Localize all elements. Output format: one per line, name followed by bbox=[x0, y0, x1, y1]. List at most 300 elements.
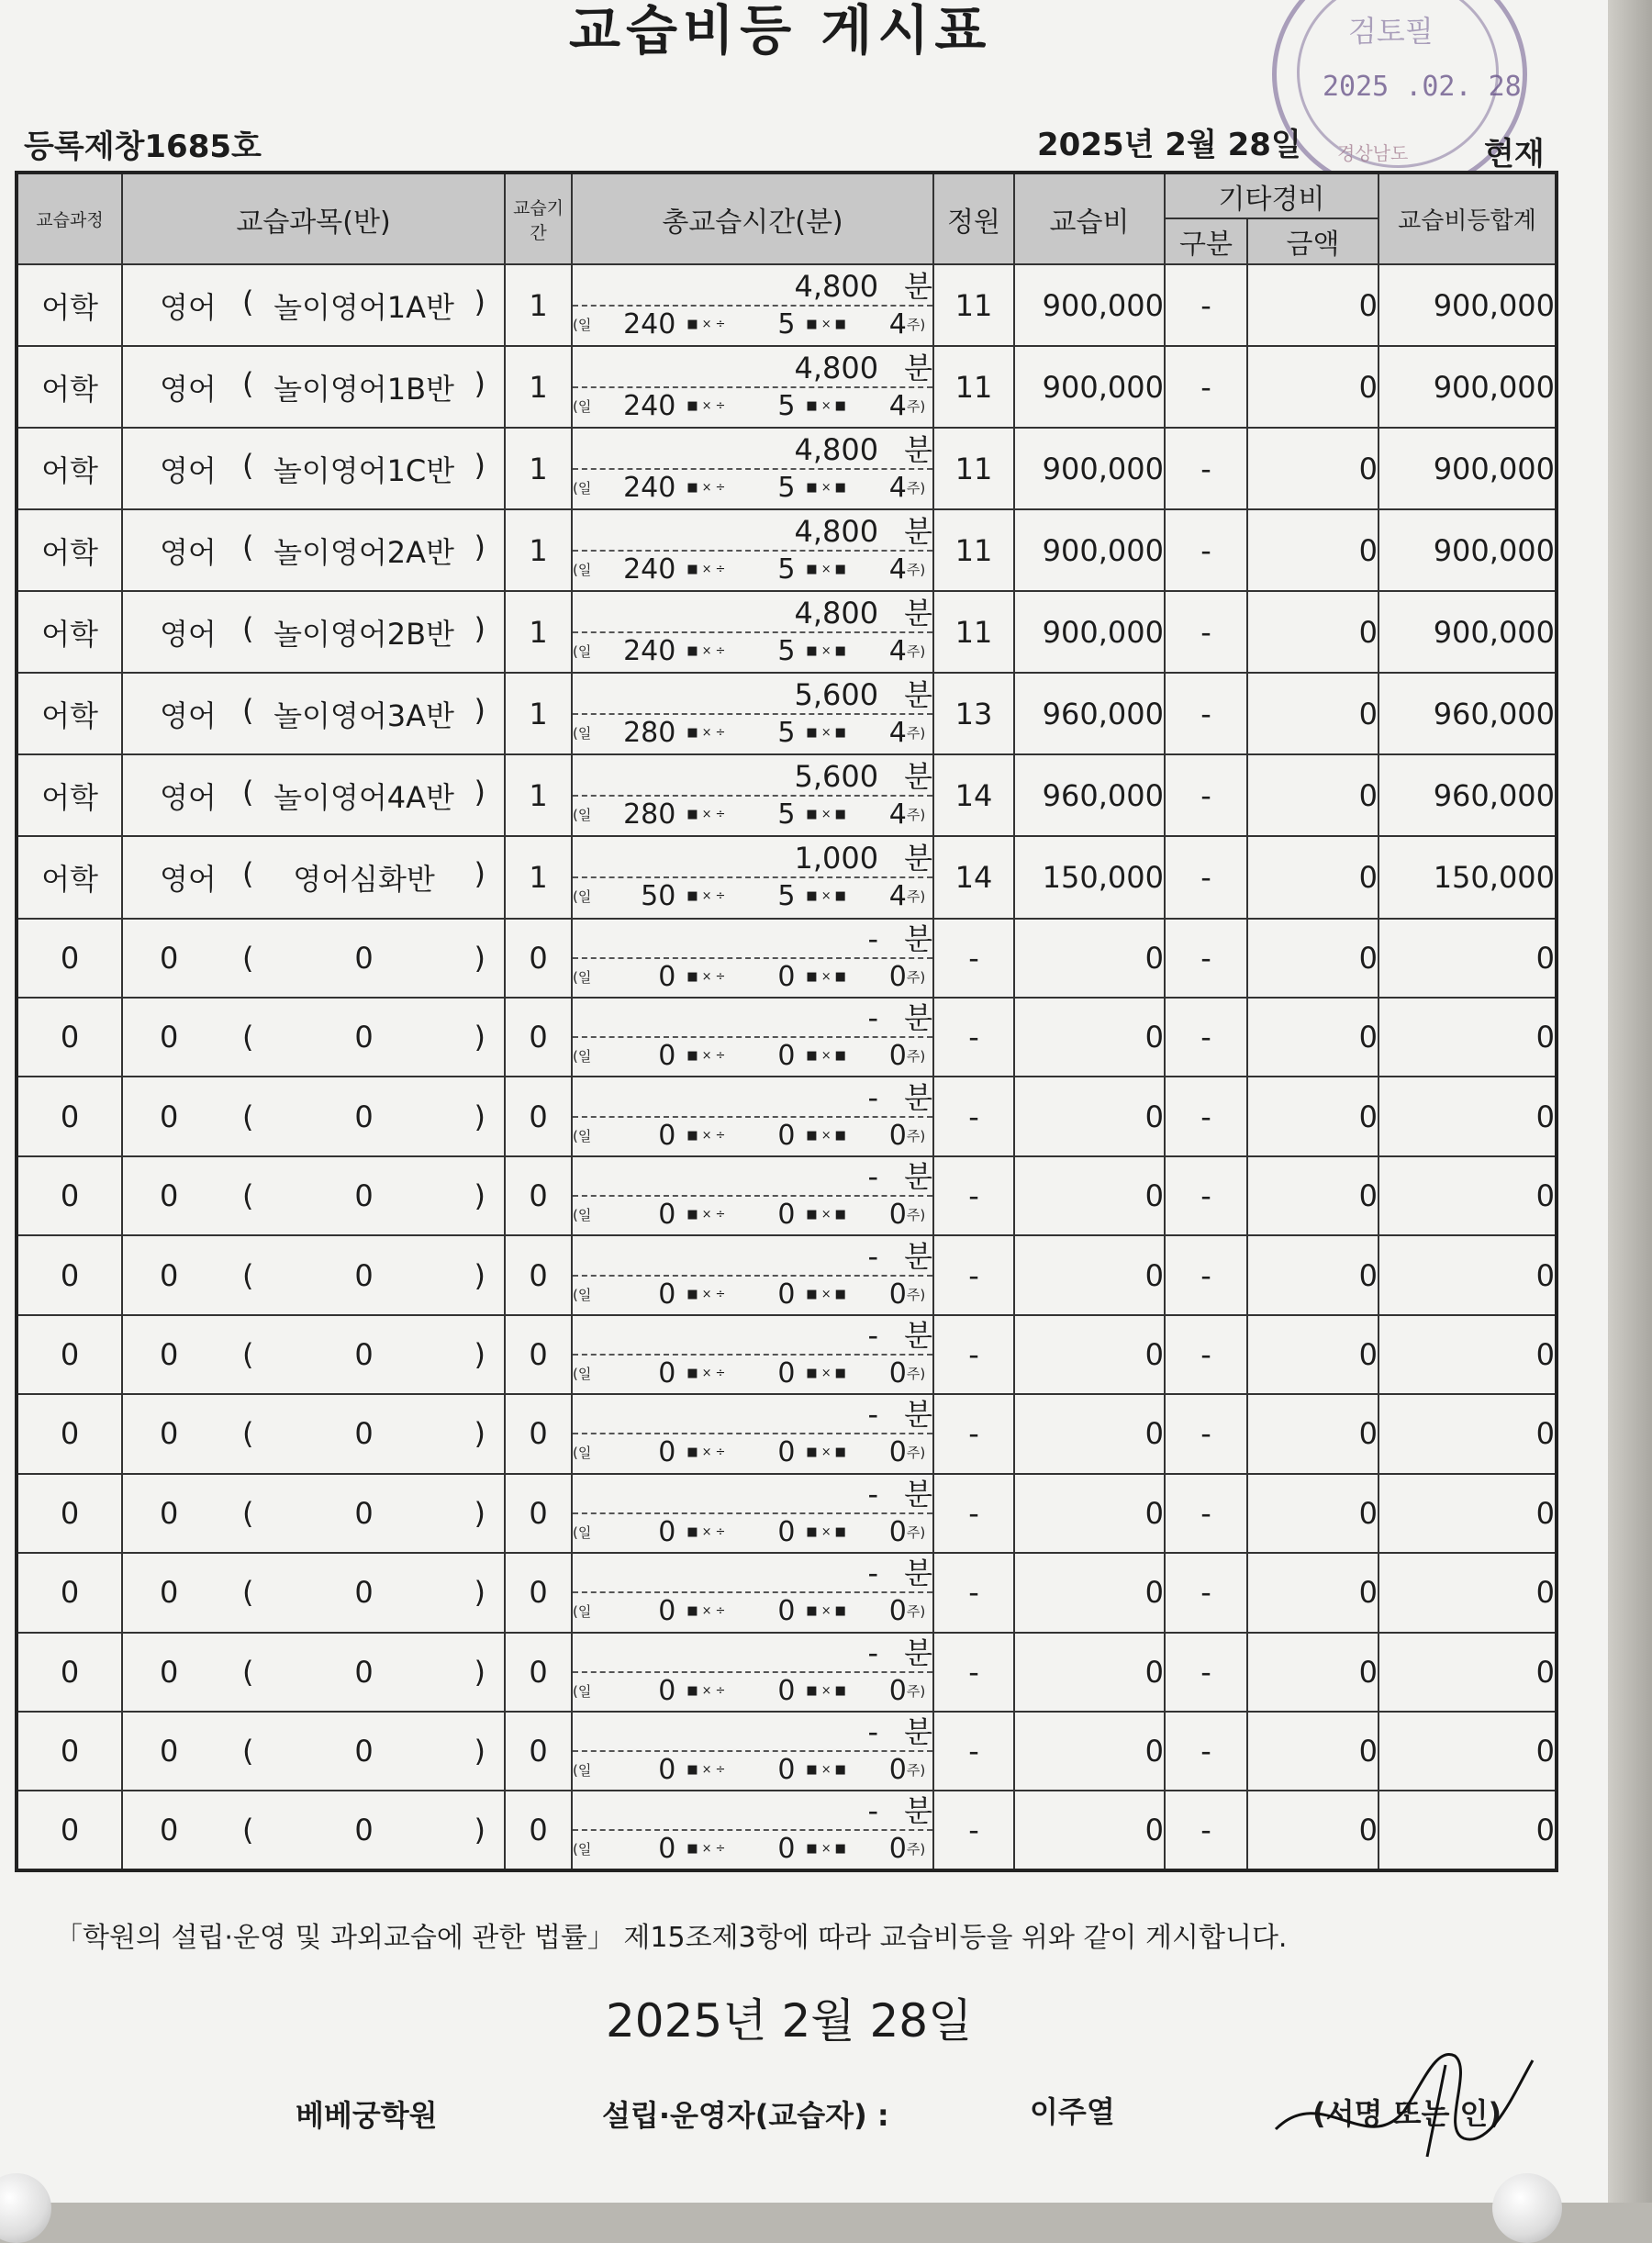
total-time-cell bbox=[572, 1077, 933, 1155]
class-name: 0 bbox=[354, 1654, 374, 1690]
weeks-count: 0 bbox=[888, 1278, 907, 1311]
capacity-cell: 14 bbox=[933, 754, 1014, 836]
week-mark: 주) bbox=[906, 397, 926, 415]
document-title: 교습비등 게시표 bbox=[569, 0, 992, 61]
separator-dots: ■×■ bbox=[806, 1763, 850, 1778]
minutes-unit: 분 bbox=[904, 1079, 932, 1115]
course-cell: 0 bbox=[17, 1077, 122, 1155]
week-mark: 주) bbox=[906, 316, 926, 333]
other-type-cell: - bbox=[1165, 1553, 1247, 1632]
other-amount-cell: 0 bbox=[1247, 264, 1379, 346]
table-row bbox=[17, 591, 1557, 673]
class-name: 0 bbox=[354, 1813, 374, 1848]
separator-dots: ■×■ bbox=[806, 480, 850, 495]
days-count: 0 bbox=[777, 1119, 796, 1152]
weeks-count: 4 bbox=[888, 389, 907, 422]
table-row bbox=[17, 998, 1557, 1077]
separator-dots: ■×■ bbox=[806, 1842, 850, 1857]
other-amount-cell: 0 bbox=[1247, 1315, 1379, 1394]
total-cell: 900,000 bbox=[1379, 591, 1557, 673]
subject-text: 0 bbox=[160, 940, 179, 976]
week-mark: 주) bbox=[906, 968, 926, 986]
fee-cell: 900,000 bbox=[1014, 346, 1165, 428]
days-count: 5 bbox=[777, 634, 796, 667]
separator-dots: ■×■ bbox=[806, 1287, 850, 1301]
total-minutes-line bbox=[573, 1317, 932, 1356]
total-minutes-line bbox=[573, 1079, 932, 1118]
days-count: 0 bbox=[777, 1278, 796, 1311]
course-cell: 어학 bbox=[17, 428, 122, 509]
minutes-unit: 분 bbox=[904, 1317, 932, 1353]
weeks-count: 0 bbox=[888, 1754, 907, 1787]
class-name-close-paren: ) bbox=[474, 1734, 486, 1769]
total-cell: 0 bbox=[1379, 1315, 1557, 1394]
class-name: 0 bbox=[354, 940, 374, 976]
class-name-close-paren: ) bbox=[474, 940, 486, 976]
separator-dots: ■×■ bbox=[806, 317, 850, 331]
period-cell: 0 bbox=[505, 1235, 572, 1314]
class-name-close-paren: ) bbox=[474, 1495, 486, 1531]
class-name-close-paren: ) bbox=[474, 1813, 486, 1848]
day-mark: (일 bbox=[573, 1523, 592, 1541]
week-mark: 주) bbox=[906, 1523, 926, 1541]
minutes-unit: 분 bbox=[904, 1159, 932, 1195]
minutes-per-day: 0 bbox=[658, 1833, 676, 1866]
separator-dots: ■×■ bbox=[806, 643, 850, 658]
class-name: 0 bbox=[354, 1575, 374, 1611]
separator-dots: ■×■ bbox=[806, 398, 850, 413]
minutes-per-day: 0 bbox=[658, 1754, 676, 1787]
subject-text: 0 bbox=[160, 1734, 179, 1769]
class-name-open-paren: ( bbox=[242, 1020, 254, 1055]
subject-cell bbox=[122, 591, 505, 673]
total-minutes-line bbox=[573, 999, 932, 1038]
total-minutes-line bbox=[573, 268, 932, 307]
week-mark: 주) bbox=[906, 1207, 926, 1224]
total-cell: 0 bbox=[1379, 1553, 1557, 1632]
header-capacity: 정원 bbox=[933, 173, 1014, 264]
other-type-cell: - bbox=[1165, 509, 1247, 591]
separator-dots: ■×÷ bbox=[686, 1683, 730, 1698]
minutes-unit: 분 bbox=[904, 921, 932, 956]
subject-text: 영어 bbox=[160, 534, 217, 570]
header-other-expenses: 기타경비 bbox=[1165, 173, 1379, 218]
total-minutes-line bbox=[573, 676, 932, 715]
other-type-cell: - bbox=[1165, 998, 1247, 1077]
total-minutes-line bbox=[573, 595, 932, 633]
minutes-unit: 분 bbox=[904, 595, 932, 630]
course-cell: 0 bbox=[17, 1474, 122, 1553]
other-amount-cell: 0 bbox=[1247, 1712, 1379, 1791]
separator-dots: ■×■ bbox=[806, 1366, 850, 1380]
capacity-cell: 11 bbox=[933, 264, 1014, 346]
minutes-unit: 분 bbox=[904, 676, 932, 712]
time-breakdown bbox=[573, 1752, 932, 1789]
class-name-open-paren: ( bbox=[242, 1654, 254, 1690]
table-row bbox=[17, 1633, 1557, 1712]
class-name: 놀이영어1A반 bbox=[273, 289, 454, 325]
subject-cell bbox=[122, 1235, 505, 1314]
fee-table bbox=[15, 171, 1558, 1872]
minutes-unit: 분 bbox=[904, 350, 932, 385]
weeks-count: 0 bbox=[888, 1515, 907, 1548]
fee-cell: 0 bbox=[1014, 1394, 1165, 1473]
course-cell: 어학 bbox=[17, 673, 122, 754]
fee-cell: 0 bbox=[1014, 1791, 1165, 1870]
stamp-date: 2025 .02. 28 bbox=[1323, 71, 1522, 103]
as-of-label: 현재 bbox=[1484, 136, 1545, 173]
capacity-cell: - bbox=[933, 1553, 1014, 1632]
total-minutes: - bbox=[867, 1000, 879, 1036]
fee-cell: 900,000 bbox=[1014, 428, 1165, 509]
subject-cell bbox=[122, 754, 505, 836]
period-cell: 0 bbox=[505, 1712, 572, 1791]
separator-dots: ■×÷ bbox=[686, 1049, 730, 1064]
separator-dots: ■×■ bbox=[806, 1524, 850, 1539]
class-name-open-paren: ( bbox=[242, 1495, 254, 1531]
separator-dots: ■×÷ bbox=[686, 1208, 730, 1222]
total-time-cell bbox=[572, 264, 933, 346]
separator-dots: ■×÷ bbox=[686, 1524, 730, 1539]
separator-dots: ■×÷ bbox=[686, 969, 730, 984]
class-name-open-paren: ( bbox=[242, 855, 254, 891]
weeks-count: 0 bbox=[888, 960, 907, 993]
subject-cell bbox=[122, 428, 505, 509]
total-minutes-line bbox=[573, 921, 932, 959]
subject-text: 영어 bbox=[160, 697, 217, 733]
total-minutes-line bbox=[573, 1396, 932, 1434]
minutes-per-day: 0 bbox=[658, 1515, 676, 1548]
day-mark: (일 bbox=[573, 1286, 592, 1303]
separator-dots: ■×÷ bbox=[686, 888, 730, 903]
week-mark: 주) bbox=[906, 1682, 926, 1700]
other-amount-cell: 0 bbox=[1247, 836, 1379, 918]
fee-table-body bbox=[17, 264, 1557, 1870]
separator-dots: ■×■ bbox=[806, 1049, 850, 1064]
total-minutes-line bbox=[573, 1635, 932, 1673]
table-row bbox=[17, 1315, 1557, 1394]
subject-cell bbox=[122, 509, 505, 591]
total-time-cell bbox=[572, 998, 933, 1077]
separator-dots: ■×■ bbox=[806, 1683, 850, 1698]
class-name-open-paren: ( bbox=[242, 1416, 254, 1452]
period-cell: 0 bbox=[505, 919, 572, 998]
class-name-close-paren: ) bbox=[474, 855, 486, 891]
pushpin-right bbox=[1492, 2173, 1562, 2243]
capacity-cell: - bbox=[933, 998, 1014, 1077]
course-cell: 어학 bbox=[17, 509, 122, 591]
total-cell: 0 bbox=[1379, 1235, 1557, 1314]
course-cell: 0 bbox=[17, 1235, 122, 1314]
subject-cell bbox=[122, 1315, 505, 1394]
period-cell: 0 bbox=[505, 1156, 572, 1235]
other-amount-cell: 0 bbox=[1247, 1791, 1379, 1870]
day-mark: (일 bbox=[573, 642, 592, 660]
subject-cell bbox=[122, 1077, 505, 1155]
week-mark: 주) bbox=[906, 1445, 926, 1462]
class-name-close-paren: ) bbox=[474, 1416, 486, 1452]
separator-dots: ■×÷ bbox=[686, 1287, 730, 1301]
total-minutes: - bbox=[867, 1476, 879, 1512]
footer-date: 2025년 2월 28일 bbox=[606, 1994, 973, 2048]
total-cell: 0 bbox=[1379, 1633, 1557, 1712]
total-minutes-line bbox=[573, 1555, 932, 1593]
period-cell: 0 bbox=[505, 1394, 572, 1473]
other-amount-cell: 0 bbox=[1247, 1235, 1379, 1314]
class-name-close-paren: ) bbox=[474, 365, 486, 401]
wall-background bbox=[1608, 0, 1652, 2203]
fee-cell: 0 bbox=[1014, 1156, 1165, 1235]
days-count: 0 bbox=[777, 1595, 796, 1628]
weeks-count: 0 bbox=[888, 1595, 907, 1628]
other-type-cell: - bbox=[1165, 754, 1247, 836]
period-cell: 1 bbox=[505, 264, 572, 346]
separator-dots: ■×■ bbox=[806, 1208, 850, 1222]
separator-dots: ■×÷ bbox=[686, 562, 730, 576]
total-time-cell bbox=[572, 1235, 933, 1314]
subject-text: 0 bbox=[160, 1654, 179, 1690]
day-mark: (일 bbox=[573, 968, 592, 986]
class-name-open-paren: ( bbox=[242, 940, 254, 976]
course-cell: 0 bbox=[17, 919, 122, 998]
time-breakdown bbox=[573, 1434, 932, 1471]
time-breakdown bbox=[573, 1356, 932, 1392]
minutes-unit: 분 bbox=[904, 1793, 932, 1829]
total-minutes: 4,800 bbox=[794, 268, 879, 304]
other-type-cell: - bbox=[1165, 1633, 1247, 1712]
other-amount-cell: 0 bbox=[1247, 509, 1379, 591]
minutes-unit: 분 bbox=[904, 1714, 932, 1750]
class-name: 0 bbox=[354, 1336, 374, 1372]
days-count: 0 bbox=[777, 1674, 796, 1707]
total-minutes-line bbox=[573, 840, 932, 878]
separator-dots: ■×÷ bbox=[686, 1842, 730, 1857]
fee-cell: 0 bbox=[1014, 998, 1165, 1077]
other-type-cell: - bbox=[1165, 919, 1247, 998]
minutes-per-day: 0 bbox=[658, 1436, 676, 1469]
table-row bbox=[17, 754, 1557, 836]
class-name-close-paren: ) bbox=[474, 1020, 486, 1055]
other-type-cell: - bbox=[1165, 673, 1247, 754]
subject-cell bbox=[122, 1394, 505, 1473]
week-mark: 주) bbox=[906, 1048, 926, 1066]
table-row bbox=[17, 1474, 1557, 1553]
total-minutes: - bbox=[867, 1793, 879, 1829]
time-breakdown bbox=[573, 1831, 932, 1868]
class-name-close-paren: ) bbox=[474, 1257, 486, 1293]
total-time-cell bbox=[572, 1633, 933, 1712]
separator-dots: ■×÷ bbox=[686, 398, 730, 413]
total-time-cell bbox=[572, 509, 933, 591]
class-name-open-paren: ( bbox=[242, 1099, 254, 1134]
header-course: 교습과정 bbox=[17, 173, 122, 264]
period-cell: 0 bbox=[505, 998, 572, 1077]
time-breakdown bbox=[573, 307, 932, 343]
total-minutes: 5,600 bbox=[794, 758, 879, 794]
total-cell: 0 bbox=[1379, 1474, 1557, 1553]
minutes-per-day: 240 bbox=[623, 389, 676, 422]
weeks-count: 0 bbox=[888, 1356, 907, 1389]
total-minutes-line bbox=[573, 1476, 932, 1514]
class-name-open-paren: ( bbox=[242, 365, 254, 401]
day-mark: (일 bbox=[573, 1841, 592, 1858]
total-time-cell bbox=[572, 1474, 933, 1553]
fee-cell: 0 bbox=[1014, 1235, 1165, 1314]
other-amount-cell: 0 bbox=[1247, 1474, 1379, 1553]
days-count: 5 bbox=[777, 389, 796, 422]
period-cell: 1 bbox=[505, 428, 572, 509]
fee-cell: 150,000 bbox=[1014, 836, 1165, 918]
subject-text: 0 bbox=[160, 1257, 179, 1293]
fee-cell: 960,000 bbox=[1014, 673, 1165, 754]
total-time-cell bbox=[572, 1315, 933, 1394]
time-breakdown bbox=[573, 552, 932, 588]
minutes-per-day: 240 bbox=[623, 307, 676, 340]
total-minutes-line bbox=[573, 1238, 932, 1277]
weeks-count: 4 bbox=[888, 552, 907, 586]
course-cell: 0 bbox=[17, 1315, 122, 1394]
course-cell: 0 bbox=[17, 998, 122, 1077]
minutes-unit: 분 bbox=[904, 1000, 932, 1036]
fee-cell: 0 bbox=[1014, 1553, 1165, 1632]
total-time-cell bbox=[572, 1394, 933, 1473]
total-cell: 900,000 bbox=[1379, 264, 1557, 346]
other-amount-cell: 0 bbox=[1247, 1077, 1379, 1155]
class-name-open-paren: ( bbox=[242, 447, 254, 483]
total-cell: 0 bbox=[1379, 1394, 1557, 1473]
table-row bbox=[17, 1077, 1557, 1155]
time-breakdown bbox=[573, 1197, 932, 1233]
fee-cell: 900,000 bbox=[1014, 264, 1165, 346]
class-name-open-paren: ( bbox=[242, 1734, 254, 1769]
total-cell: 0 bbox=[1379, 919, 1557, 998]
days-count: 5 bbox=[777, 471, 796, 504]
other-amount-cell: 0 bbox=[1247, 673, 1379, 754]
other-type-cell: - bbox=[1165, 1156, 1247, 1235]
total-cell: 150,000 bbox=[1379, 836, 1557, 918]
subject-text: 영어 bbox=[160, 371, 217, 407]
day-mark: (일 bbox=[573, 1762, 592, 1780]
separator-dots: ■×■ bbox=[806, 562, 850, 576]
day-mark: (일 bbox=[573, 806, 592, 823]
minutes-unit: 분 bbox=[904, 758, 932, 794]
total-time-cell bbox=[572, 673, 933, 754]
header-subject: 교습과목(반) bbox=[122, 173, 505, 264]
other-amount-cell: 0 bbox=[1247, 919, 1379, 998]
week-mark: 주) bbox=[906, 1286, 926, 1303]
total-minutes-line bbox=[573, 758, 932, 797]
minutes-per-day: 240 bbox=[623, 634, 676, 667]
class-name-open-paren: ( bbox=[242, 529, 254, 564]
total-minutes: 4,800 bbox=[794, 595, 879, 630]
other-amount-cell: 0 bbox=[1247, 591, 1379, 673]
header-total-time: 총교습시간(분) bbox=[572, 173, 933, 264]
minutes-unit: 분 bbox=[904, 268, 932, 304]
fee-cell: 0 bbox=[1014, 1633, 1165, 1712]
period-cell: 1 bbox=[505, 836, 572, 918]
day-mark: (일 bbox=[573, 397, 592, 415]
other-type-cell: - bbox=[1165, 346, 1247, 428]
total-time-cell bbox=[572, 346, 933, 428]
other-type-cell: - bbox=[1165, 1077, 1247, 1155]
class-name: 놀이영어2B반 bbox=[273, 616, 454, 652]
course-cell: 어학 bbox=[17, 836, 122, 918]
capacity-cell: - bbox=[933, 1633, 1014, 1712]
total-minutes: - bbox=[867, 1714, 879, 1750]
separator-dots: ■×÷ bbox=[686, 725, 730, 740]
separator-dots: ■×■ bbox=[806, 725, 850, 740]
table-row bbox=[17, 1553, 1557, 1632]
subject-cell bbox=[122, 919, 505, 998]
legal-notice: 「학원의 설립·운영 및 과외교습에 관한 법률」 제15조제3항에 따라 교습비등을 위와 같이 게시합니다. bbox=[55, 1922, 1288, 1954]
other-amount-cell: 0 bbox=[1247, 1394, 1379, 1473]
other-type-cell: - bbox=[1165, 1791, 1247, 1870]
separator-dots: ■×÷ bbox=[686, 1445, 730, 1460]
capacity-cell: - bbox=[933, 1474, 1014, 1553]
day-mark: (일 bbox=[573, 1445, 592, 1462]
time-breakdown bbox=[573, 715, 932, 752]
separator-dots: ■×÷ bbox=[686, 807, 730, 821]
week-mark: 주) bbox=[906, 1127, 926, 1144]
period-cell: 1 bbox=[505, 509, 572, 591]
other-type-cell: - bbox=[1165, 1712, 1247, 1791]
period-cell: 1 bbox=[505, 591, 572, 673]
table-row bbox=[17, 673, 1557, 754]
weeks-count: 4 bbox=[888, 798, 907, 831]
time-breakdown bbox=[573, 1593, 932, 1630]
minutes-unit: 분 bbox=[904, 840, 932, 876]
days-count: 0 bbox=[777, 1199, 796, 1232]
day-mark: (일 bbox=[573, 1127, 592, 1144]
subject-cell bbox=[122, 1712, 505, 1791]
total-minutes: - bbox=[867, 921, 879, 956]
class-name: 놀이영어3A반 bbox=[273, 697, 454, 733]
total-minutes: 4,800 bbox=[794, 431, 879, 467]
total-minutes-line bbox=[573, 431, 932, 470]
fee-cell: 960,000 bbox=[1014, 754, 1165, 836]
weeks-count: 0 bbox=[888, 1833, 907, 1866]
day-mark: (일 bbox=[573, 1603, 592, 1621]
week-mark: 주) bbox=[906, 1841, 926, 1858]
period-cell: 0 bbox=[505, 1474, 572, 1553]
fee-cell: 900,000 bbox=[1014, 591, 1165, 673]
operator-name: 이주열 bbox=[1030, 2094, 1115, 2129]
class-name-close-paren: ) bbox=[474, 1099, 486, 1134]
weeks-count: 4 bbox=[888, 471, 907, 504]
other-amount-cell: 0 bbox=[1247, 346, 1379, 428]
weeks-count: 4 bbox=[888, 879, 907, 912]
table-row bbox=[17, 1394, 1557, 1473]
other-type-cell: - bbox=[1165, 264, 1247, 346]
table-row bbox=[17, 264, 1557, 346]
signature-note: (서명 또는 인) bbox=[1312, 2096, 1502, 2131]
time-breakdown bbox=[573, 1038, 932, 1075]
time-breakdown bbox=[573, 633, 932, 670]
day-mark: (일 bbox=[573, 1207, 592, 1224]
total-minutes: - bbox=[867, 1397, 879, 1433]
table-row bbox=[17, 836, 1557, 918]
total-cell: 960,000 bbox=[1379, 673, 1557, 754]
minutes-unit: 분 bbox=[904, 1397, 932, 1433]
course-cell: 0 bbox=[17, 1791, 122, 1870]
subject-text: 영어 bbox=[160, 779, 217, 815]
capacity-cell: - bbox=[933, 1315, 1014, 1394]
weeks-count: 4 bbox=[888, 716, 907, 749]
week-mark: 주) bbox=[906, 806, 926, 823]
total-minutes-line bbox=[573, 1158, 932, 1197]
other-amount-cell: 0 bbox=[1247, 1633, 1379, 1712]
weeks-count: 0 bbox=[888, 1040, 907, 1073]
